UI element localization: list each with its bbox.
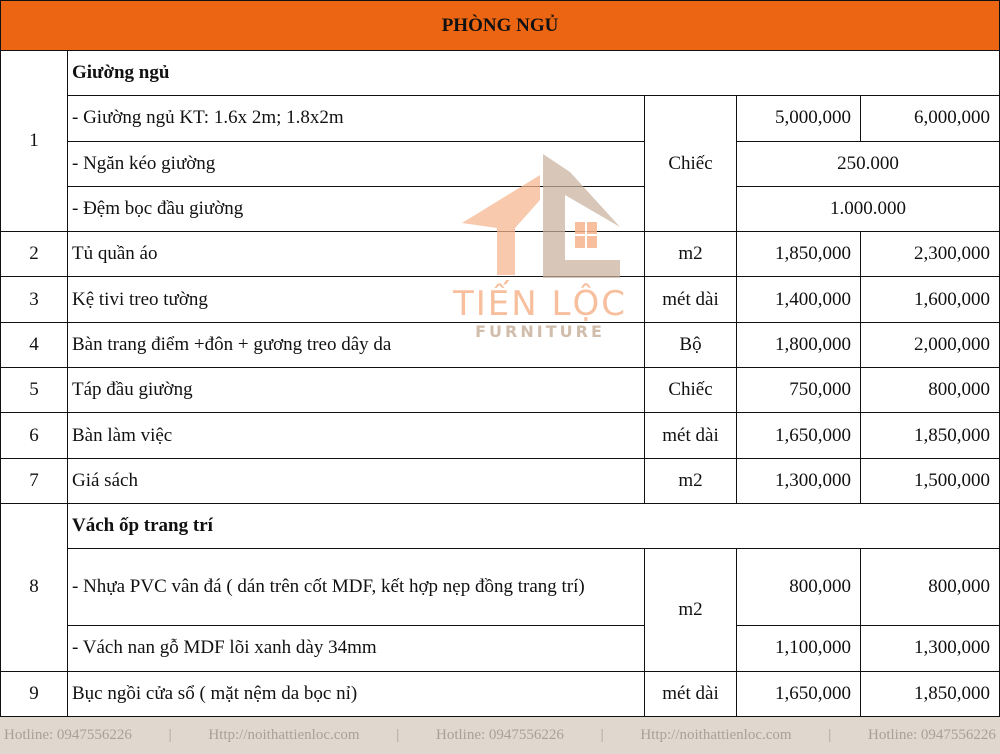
group-name: Giường ngủ <box>68 51 1000 96</box>
row-number: 5 <box>1 368 68 413</box>
price-min: 800,000 <box>737 549 861 626</box>
unit: m2 <box>645 458 737 503</box>
price-min: 1,800,000 <box>737 322 861 367</box>
table-title: PHÒNG NGỦ <box>1 1 1000 51</box>
group-name: Vách ốp trang trí <box>68 503 1000 548</box>
row-number: 8 <box>1 503 68 671</box>
unit: mét dài <box>645 277 737 322</box>
price-max: 800,000 <box>861 368 1000 413</box>
svg-text:FURNITURE: FURNITURE <box>475 322 605 340</box>
item-name: - Ngăn kéo giường <box>68 141 645 186</box>
table-row <box>1 413 1000 458</box>
hotline-text: Hotline: 0947556226 <box>868 727 996 743</box>
table-row <box>1 322 1000 367</box>
table-row <box>1 186 1000 231</box>
unit: Bộ <box>645 322 737 367</box>
price-max: 1,300,000 <box>861 626 1000 671</box>
price-min: 1,300,000 <box>737 458 861 503</box>
price-min: 5,000,000 <box>737 96 861 141</box>
row-number: 4 <box>1 322 68 367</box>
price-max: 2,300,000 <box>861 232 1000 277</box>
table-row <box>1 368 1000 413</box>
row-number: 7 <box>1 458 68 503</box>
separator: | <box>168 727 172 743</box>
table-row <box>1 141 1000 186</box>
unit: Chiếc <box>645 96 737 232</box>
row-number: 6 <box>1 413 68 458</box>
table-row <box>1 96 1000 141</box>
price-max: 1,600,000 <box>861 277 1000 322</box>
table-row <box>1 51 1000 96</box>
price-min: 750,000 <box>737 368 861 413</box>
item-name: Táp đầu giường <box>68 368 645 413</box>
price: 1.000.000 <box>737 186 1000 231</box>
row-number: 1 <box>1 51 68 232</box>
separator: | <box>396 727 400 743</box>
price-min: 1,650,000 <box>737 413 861 458</box>
hotline-text: Hotline: 0947556226 <box>4 727 132 743</box>
table-row <box>1 277 1000 322</box>
item-name: - Giường ngủ KT: 1.6x 2m; 1.8x2m <box>68 96 645 141</box>
item-name: - Đệm bọc đầu giường <box>68 186 645 231</box>
price-max: 6,000,000 <box>861 96 1000 141</box>
separator: | <box>600 727 604 743</box>
price-max: 800,000 <box>861 549 1000 626</box>
price-max: 2,000,000 <box>861 322 1000 367</box>
table-row <box>1 626 1000 671</box>
unit: mét dài <box>645 671 737 716</box>
item-name: Kệ tivi treo tường <box>68 277 645 322</box>
price-max: 1,850,000 <box>861 671 1000 716</box>
row-number: 2 <box>1 232 68 277</box>
website-link[interactable]: Http://noithattienloc.com <box>640 727 792 743</box>
price-min: 1,650,000 <box>737 671 861 716</box>
price-max: 1,850,000 <box>861 413 1000 458</box>
price: 250.000 <box>737 141 1000 186</box>
separator: | <box>828 727 832 743</box>
price-max: 1,500,000 <box>861 458 1000 503</box>
svg-text:TIẾN LỘC: TIẾN LỘC <box>453 284 627 324</box>
table-row <box>1 458 1000 503</box>
price-min: 1,400,000 <box>737 277 861 322</box>
table-row <box>1 232 1000 277</box>
unit: Chiếc <box>645 368 737 413</box>
website-link[interactable]: Http://noithattienloc.com <box>208 727 360 743</box>
unit: m2 <box>645 232 737 277</box>
item-name: Bàn trang điểm +đôn + gương treo dây da <box>68 322 645 367</box>
table-row <box>1 549 1000 626</box>
price-min: 1,100,000 <box>737 626 861 671</box>
item-name: - Nhựa PVC vân đá ( dán trên cốt MDF, kết hợp nẹp đồng trang trí) <box>68 549 645 626</box>
price-min: 1,850,000 <box>737 232 861 277</box>
item-name: Giá sách <box>68 458 645 503</box>
footer-bar <box>0 717 1000 754</box>
unit: mét dài <box>645 413 737 458</box>
hotline-text: Hotline: 0947556226 <box>436 727 564 743</box>
item-name: - Vách nan gỗ MDF lõi xanh dày 34mm <box>68 626 645 671</box>
table-row <box>1 671 1000 716</box>
table-row <box>1 503 1000 548</box>
item-name: Bàn làm việc <box>68 413 645 458</box>
row-number: 9 <box>1 671 68 716</box>
row-number: 3 <box>1 277 68 322</box>
item-name: Tủ quần áo <box>68 232 645 277</box>
unit: m2 <box>645 549 737 671</box>
item-name: Bục ngồi cửa sổ ( mặt nệm da bọc nỉ) <box>68 671 645 716</box>
